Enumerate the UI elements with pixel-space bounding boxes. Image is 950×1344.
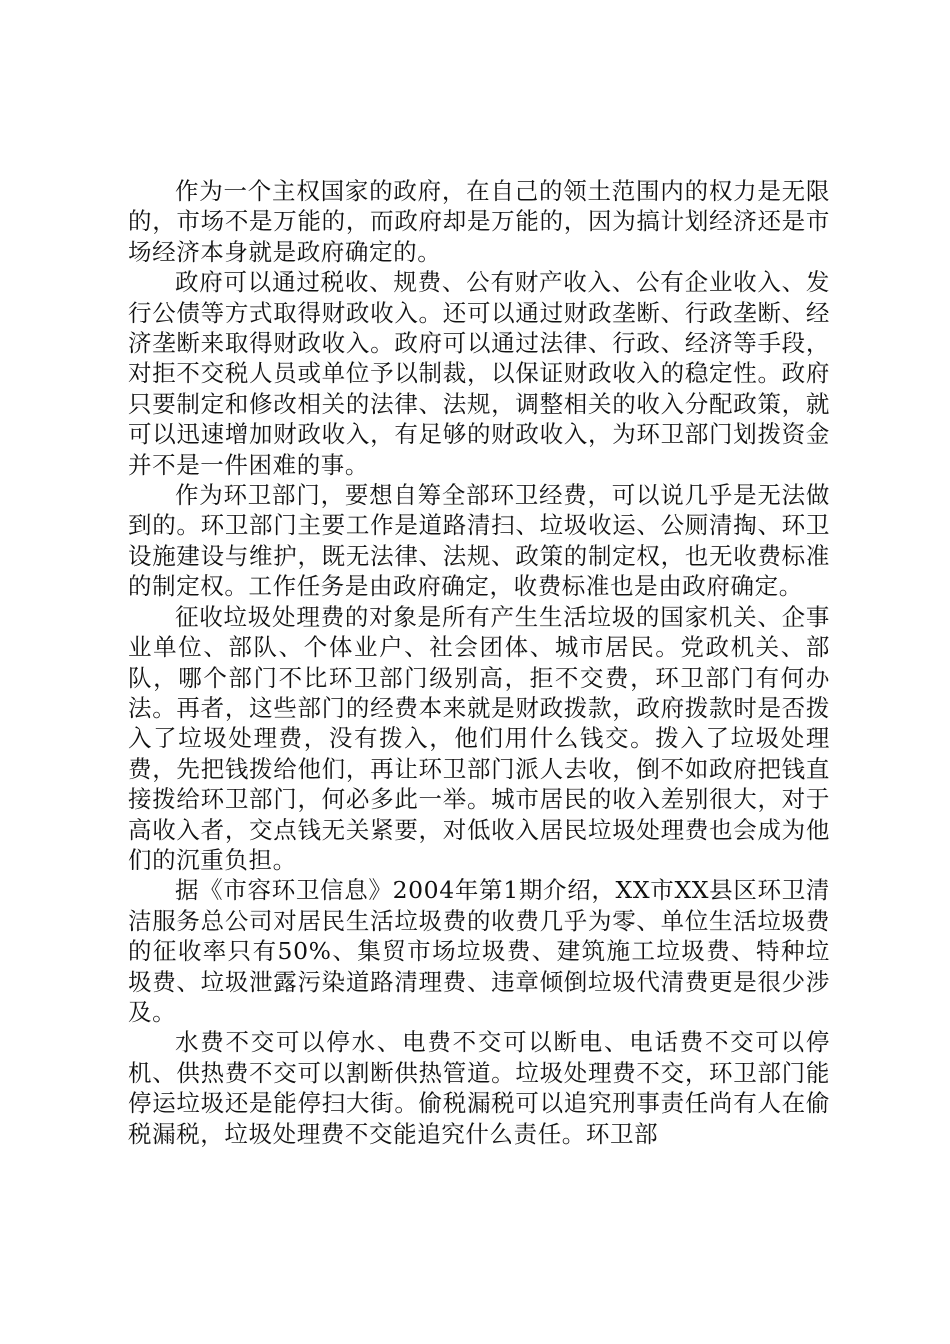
paragraph-6: 水费不交可以停水、电费不交可以断电、电话费不交可以停机、供热费不交可以割断供热管道。垃圾处理费不交，环卫部门能停运垃圾还是能停扫大街。偷税漏税可以追究刑事责任尚有人在偷税漏税，垃圾处理费不交能追究什么责任。环卫部 <box>128 1028 830 1148</box>
paragraph-4: 征收垃圾处理费的对象是所有产生生活垃圾的国家机关、企事业单位、部队、个体业户、社会团体、城市居民。党政机关、部队，哪个部门不比环卫部门级别高，拒不交费，环卫部门有何办法。再者，这些部门的经费本来就是财政拨款，政府拨款时是否拨入了垃圾处理费，没有拨入，他们用什么钱交。拨入了垃圾处理费，先把钱拨给他们，再让环卫部门派人去收，倒不如政府把钱直接拨给环卫部门，何必多此一举。城市居民的收入差别很大，对于高收入者，交点钱无关紧要，对低收入居民垃圾处理费也会成为他们的沉重负担。 <box>128 602 830 874</box>
paragraph-2: 政府可以通过税收、规费、公有财产收入、公有企业收入、发行公债等方式取得财政收入。还可以通过财政垄断、行政垄断、经济垄断来取得财政收入。政府可以通过法律、行政、经济等手段，对拒不交税人员或单位予以制裁，以保证财政收入的稳定性。政府只要制定和修改相关的法律、法规，调整相关的收入分配政策，就可以迅速增加财政收入，有足够的财政收入，为环卫部门划拨资金并不是一件困难的事。 <box>128 268 830 479</box>
paragraph-3: 作为环卫部门，要想自筹全部环卫经费，可以说几乎是无法做到的。环卫部门主要工作是道路清扫、垃圾收运、公厕清掏、环卫设施建设与维护，既无法律、法规、政策的制定权，也无收费标准的制定权。工作任务是由政府确定，收费标准也是由政府确定。 <box>128 481 830 601</box>
document-body <box>128 176 830 1149</box>
paragraph-5: 据《市容环卫信息》2004年第1期介绍，XX市XX县区环卫清洁服务总公司对居民生活垃圾费的收费几乎为零、单位生活垃圾费的征收率只有50%、集贸市场垃圾费、建筑施工垃圾费、特种垃圾费、垃圾泄露污染道路清理费、违章倾倒垃圾代清费更是很少涉及。 <box>128 876 830 1026</box>
paragraph-1: 作为一个主权国家的政府，在自己的领土范围内的权力是无限的，市场不是万能的，而政府却是万能的，因为搞计划经济还是市场经济本身就是政府确定的。 <box>128 177 830 266</box>
